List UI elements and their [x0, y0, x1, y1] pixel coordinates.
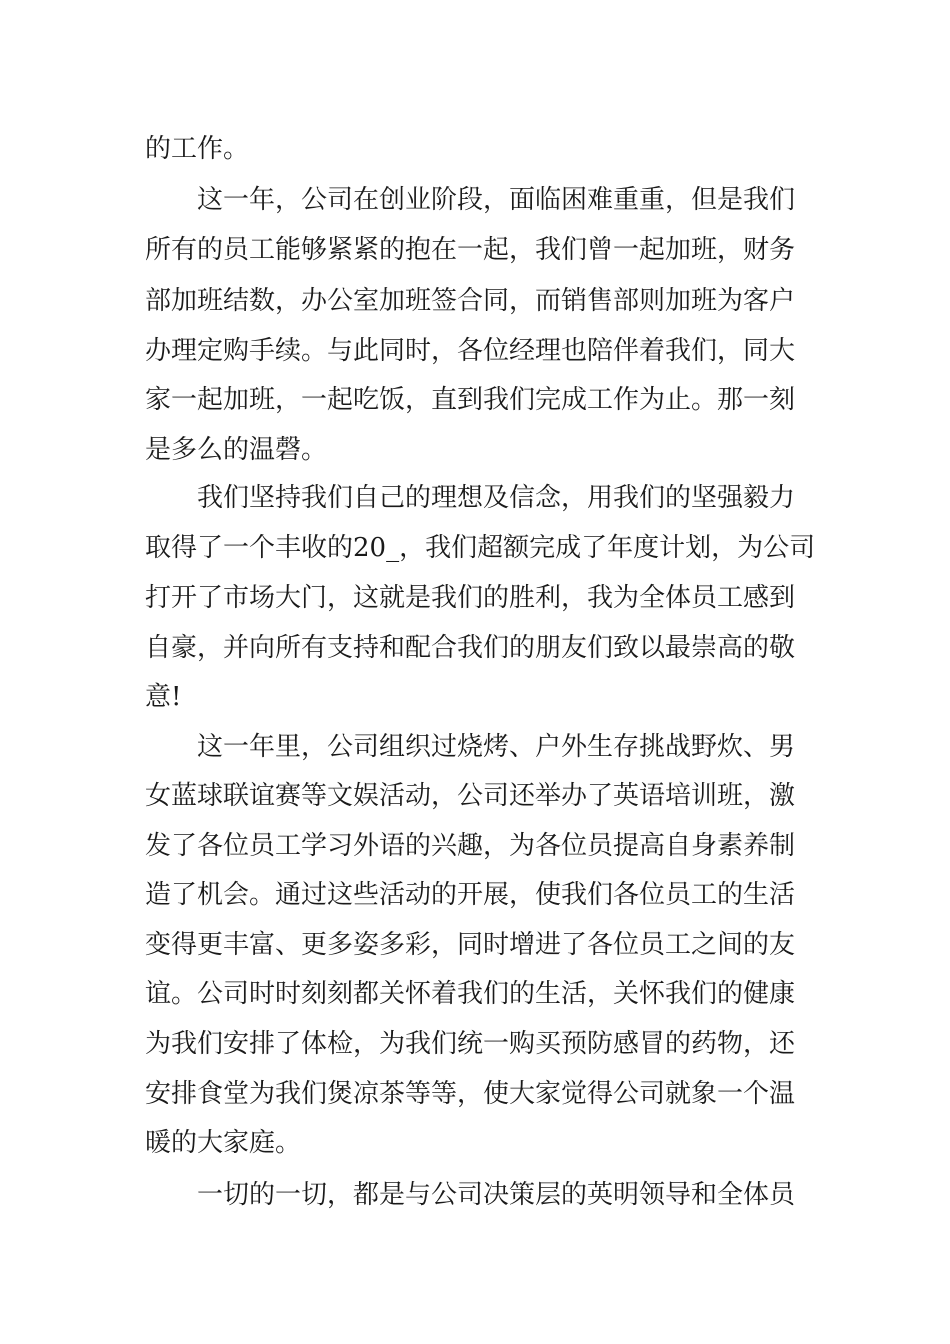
text-line: 家一起加班，一起吃饭，直到我们完成工作为止。那一刻: [145, 385, 796, 415]
text-line: 暖的大家庭。: [145, 1128, 302, 1158]
text-line: 自豪，并向所有支持和配合我们的朋友们致以最崇高的敬: [145, 633, 796, 663]
text-line: 部加班结数，办公室加班签合同，而销售部则加班为客户: [145, 286, 796, 316]
text-line: 安排食堂为我们煲凉茶等等，使大家觉得公司就象一个温: [145, 1079, 796, 1109]
text-line: 取得了一个丰收的20_，我们超额完成了年度计划，为公司: [145, 533, 816, 563]
paragraph-start-line: 一切的一切，都是与公司决策层的英明领导和全体员: [197, 1180, 796, 1210]
text-line: 办理定购手续。与此同时，各位经理也陪伴着我们，同大: [145, 336, 796, 366]
text-line: 是多么的温磬。: [145, 435, 328, 465]
text-line: 为我们安排了体检，为我们统一购买预防感冒的药物，还: [145, 1029, 796, 1059]
text-line: 变得更丰富、更多姿多彩，同时增进了各位员工之间的友: [145, 930, 796, 960]
paragraph-start-line: 这一年里，公司组织过烧烤、户外生存挑战野炊、男: [197, 732, 796, 762]
text-line: 的工作。: [145, 134, 250, 164]
text-line: 女蓝球联谊赛等文娱活动，公司还举办了英语培训班，激: [145, 781, 796, 811]
text-line: 造了机会。通过这些活动的开展，使我们各位员工的生活: [145, 880, 796, 910]
paragraph-start-line: 这一年，公司在创业阶段，面临困难重重，但是我们: [197, 185, 796, 215]
text-line: 意!: [145, 682, 182, 712]
text-line: 发了各位员工学习外语的兴趣，为各位员提高自身素养制: [145, 831, 796, 861]
text-line: 谊。公司时时刻刻都关怀着我们的生活，关怀我们的健康: [145, 979, 796, 1009]
text-line: 打开了市场大门，这就是我们的胜利，我为全体员工感到: [145, 583, 796, 613]
paragraph-start-line: 我们坚持我们自己的理想及信念，用我们的坚强毅力: [197, 483, 796, 513]
text-line: 所有的员工能够紧紧的抱在一起，我们曾一起加班，财务: [145, 235, 796, 265]
